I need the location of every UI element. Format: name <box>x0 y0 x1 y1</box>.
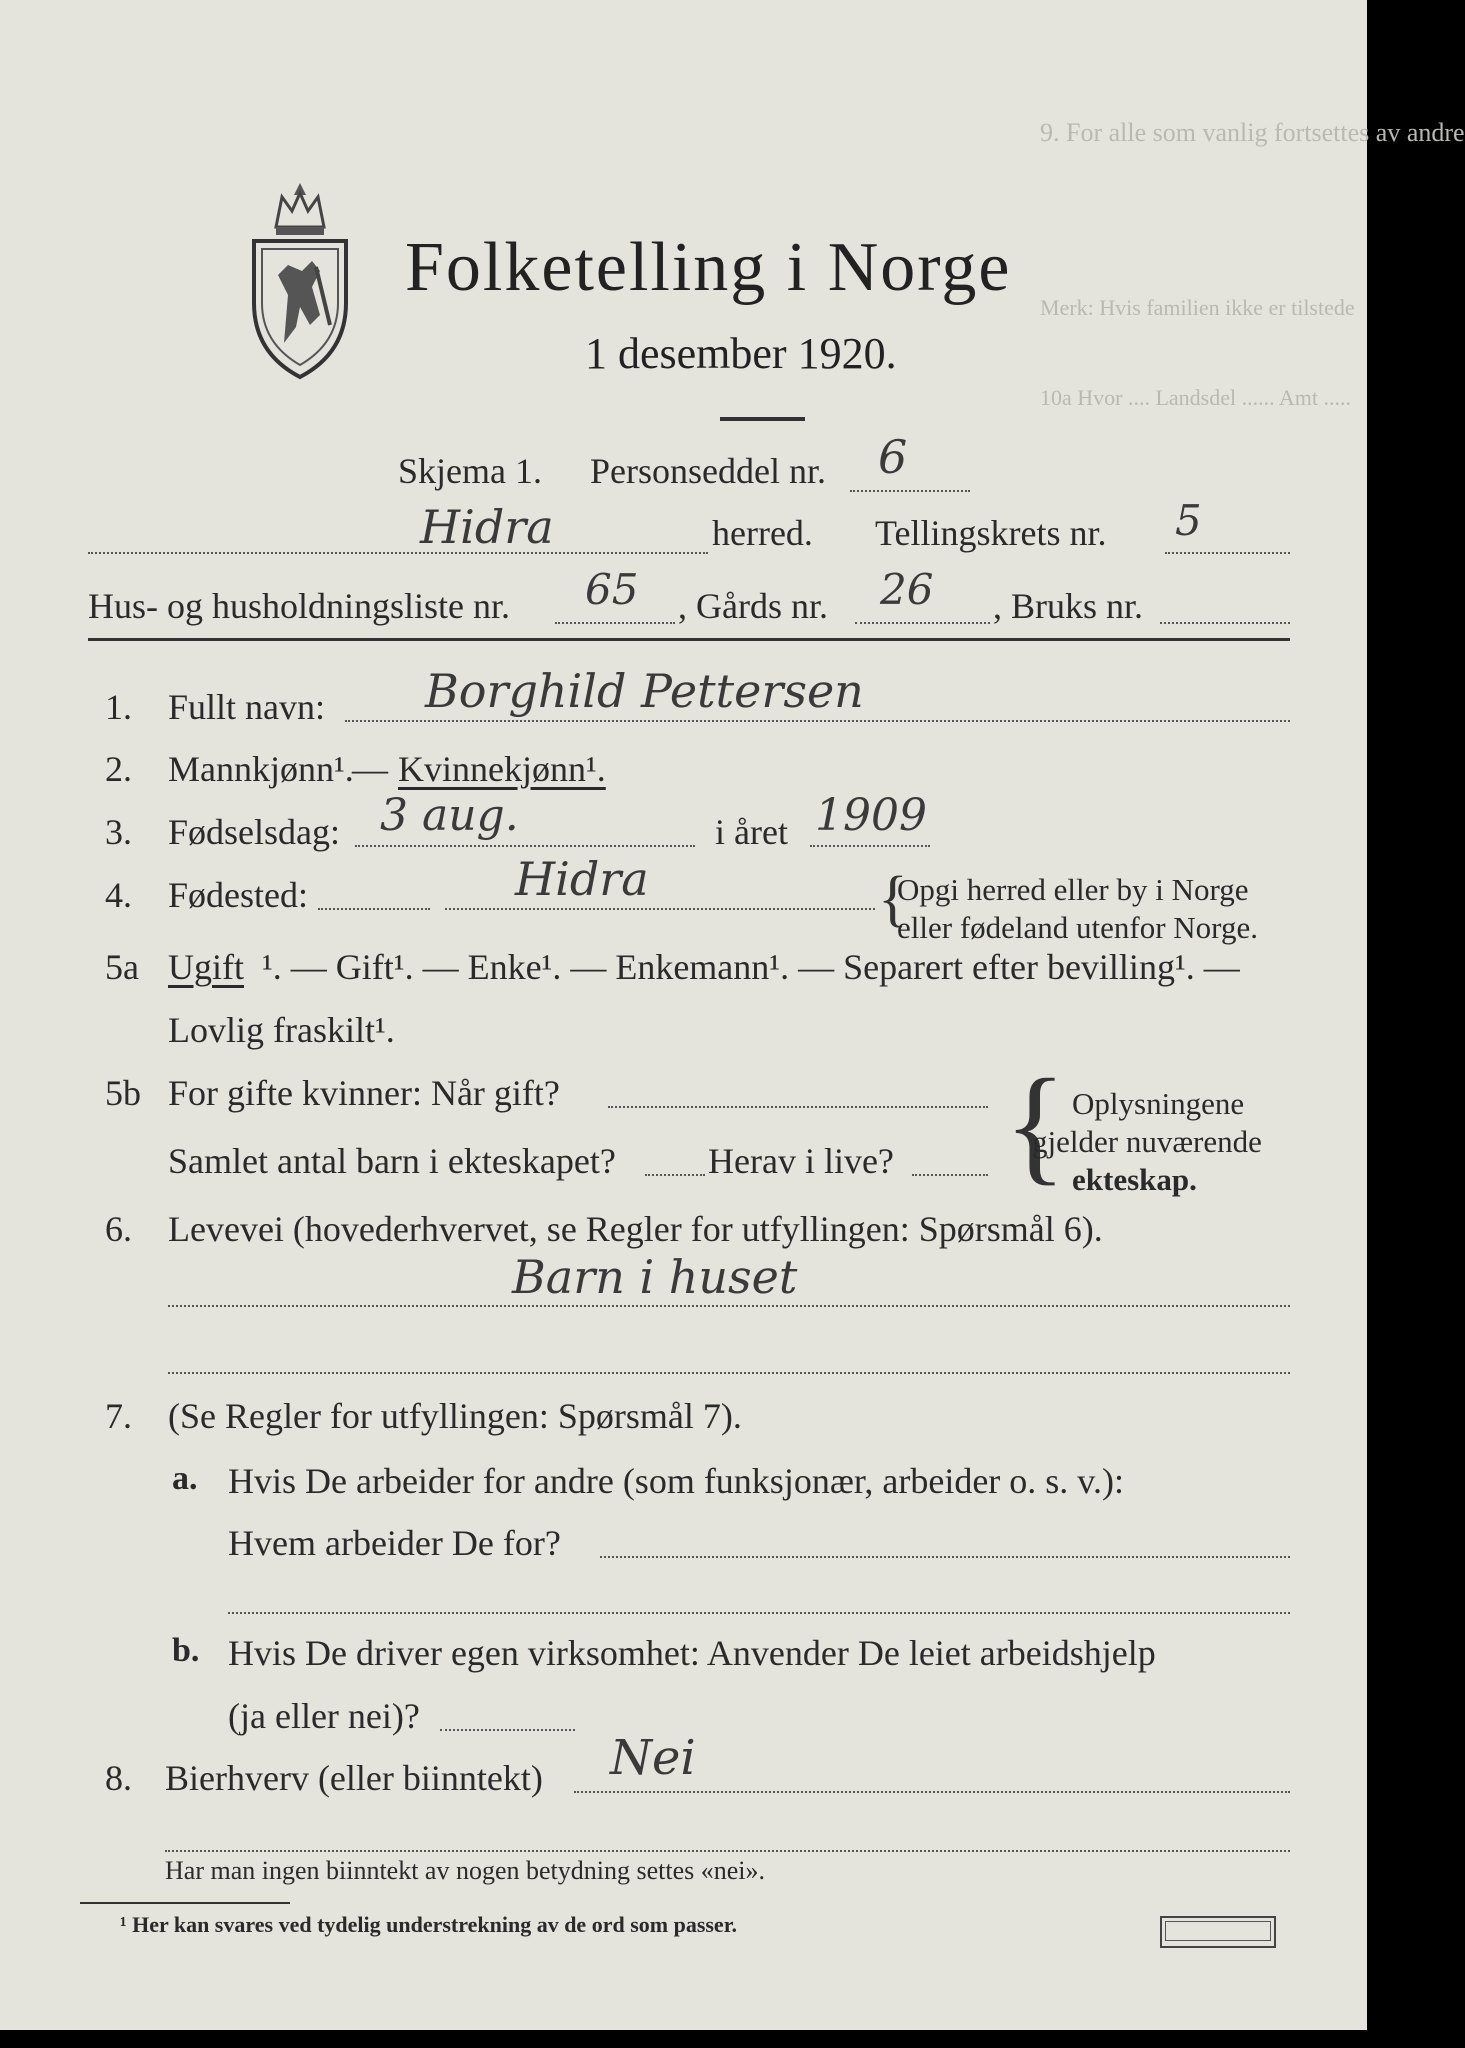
footnote-rule <box>80 1902 290 1904</box>
q2-female-option-selected: Kvinnekjønn¹. <box>398 749 606 789</box>
q2-dash: — <box>352 749 388 789</box>
bleed-through-text-2: Merk: Hvis familien ikke er tilstede <box>1040 295 1355 320</box>
q5b-note-line2: gjelder nuværende <box>1032 1124 1262 1159</box>
norway-coat-of-arms-icon <box>240 175 360 385</box>
q7a-question: Hvem arbeider De for? <box>228 1523 561 1563</box>
q7a-label: Hvis De arbeider for andre (som funksjonær, arbeider o. s. v.): <box>228 1461 1124 1501</box>
q3-year-value: 1909 <box>815 790 927 841</box>
q4-note-line1: Opgi herred eller by i Norge <box>897 872 1249 907</box>
bruks-label: , Bruks nr. <box>993 586 1144 626</box>
q3-label: Fødselsdag: <box>168 812 341 852</box>
q6-label: Levevei (hovederhvervet, se Regler for utfyllingen: Spørsmål 6). <box>168 1209 1103 1249</box>
q6-value: Barn i huset <box>512 1250 798 1304</box>
q7-label: (Se Regler for utfyllingen: Spørsmål 7). <box>168 1396 742 1436</box>
q3-day-value: 3 aug. <box>380 790 519 841</box>
husholdningsliste-label: Hus- og husholdningsliste nr. <box>88 586 511 626</box>
q7b-label: Hvis De driver egen virksomhet: Anvender De leiet arbeidshjelp <box>228 1633 1156 1673</box>
footnote: ¹ Her kan svares ved tydelig understrekning av de ord som passer. <box>120 1912 737 1937</box>
husholdningsliste-value: 65 <box>585 565 639 614</box>
census-form-page: 9. For alle som vanlig fortsettes av andre Merk: Hvis familien ikke er tilstede 10a Hvor .... Landsdel ...... Amt ..... Folketelling i Norge 1 desember 1920. Skjema 1. Personseddel nr. 6 Hidra herred. Tellingskrets nr. 5 Hus- og husholdningsliste nr. 65 , Gårds nr. 26 , Bruks nr. 1. Fullt navn: Borghild Pettersen 2. Mannkjønn¹. — Kvinnekjønn¹. 3. Fødselsdag: 3 aug. i året 1909 4. Fødested: Hidra { Opgi herred eller by i Norge eller fødeland utenfor Norge. 5a Ugift ¹. — Gift¹. — Enke¹. — Enkemann¹. — Separert efter bevilling¹. — Lovlig fraskilt¹. 5b For gifte kvinner: Når gift? Samlet antal barn i ekteskapet? Herav i live? { Oplysningene gjelder nuværende ekteskap. 6. Levevei (hovederhvervet, se Regler for utfyllingen: Spørsmål 6). Barn i huset 7. (Se Regler for utfyllingen: Spørsmål 7). a. Hvis De arbeider for andre (som funksjonær, arbeider o. s. v.): Hvem arbeider De for? b. Hvis De driver egen virksomhet: Anvender De leiet arbeidshjelp (ja eller nei)? 8. Bierhverv (eller biinntekt) Nei Har man ingen biinntekt av nogen betydning settes «nei». ¹ Her kan svares ved tydelig understrekning av de ord som passer. <box>0 0 1367 2030</box>
q4-note-line2: eller fødeland utenfor Norge. <box>897 910 1258 945</box>
q5a-fraskilt-option: Lovlig fraskilt¹. <box>168 1010 395 1050</box>
gards-value: 26 <box>880 565 934 614</box>
q5b-note-line3: ekteskap. <box>1072 1162 1197 1197</box>
q1-value: Borghild Pettersen <box>425 664 864 718</box>
bleed-through-text-3: 10a Hvor .... Landsdel ...... Amt ..... <box>1040 385 1352 410</box>
q4-label: Fødested: <box>168 875 308 915</box>
gards-label: , Gårds nr. <box>678 586 828 626</box>
form-title: Folketelling i Norge <box>405 229 1012 306</box>
schema-label: Skjema 1. <box>398 451 542 491</box>
q5b-children-label: Samlet antal barn i ekteskapet? <box>168 1141 616 1181</box>
tellingskrets-value: 5 <box>1175 496 1202 545</box>
q1-label: Fullt navn: <box>168 687 326 727</box>
q2-male-option: Mannkjønn¹. <box>168 749 354 789</box>
personseddel-number: 6 <box>878 430 908 484</box>
q3-year-label: i året <box>715 812 788 852</box>
q5b-note-line1: Oplysningene <box>1072 1086 1245 1121</box>
herred-value: Hidra <box>420 500 554 554</box>
q4-value: Hidra <box>515 852 649 906</box>
title-divider <box>720 417 805 421</box>
printer-stamp <box>1160 1916 1276 1948</box>
q8-value: Nei <box>610 1730 696 1786</box>
q5a-other-options: ¹. — Gift¹. — Enke¹. — Enkemann¹. — Separert efter bevilling¹. — <box>262 947 1240 987</box>
q7b-question: (ja eller nei)? <box>228 1696 420 1736</box>
bleed-through-text-1: 9. For alle som vanlig fortsettes av andre <box>1040 118 1465 147</box>
herred-label: herred. <box>712 513 813 553</box>
q8-label: Bierhverv (eller biinntekt) <box>165 1758 543 1798</box>
personseddel-label: Personseddel nr. <box>590 451 826 491</box>
tellingskrets-label: Tellingskrets nr. <box>875 513 1107 553</box>
q5b-married-label: For gifte kvinner: Når gift? <box>168 1073 560 1113</box>
bottom-note: Har man ingen biinntekt av nogen betydning settes «nei». <box>165 1856 766 1885</box>
q5b-alive-label: Herav i live? <box>708 1141 894 1181</box>
header-rule <box>88 638 1290 641</box>
q5a-ugift-option-selected: Ugift <box>168 947 244 987</box>
form-date: 1 desember 1920. <box>585 329 897 378</box>
